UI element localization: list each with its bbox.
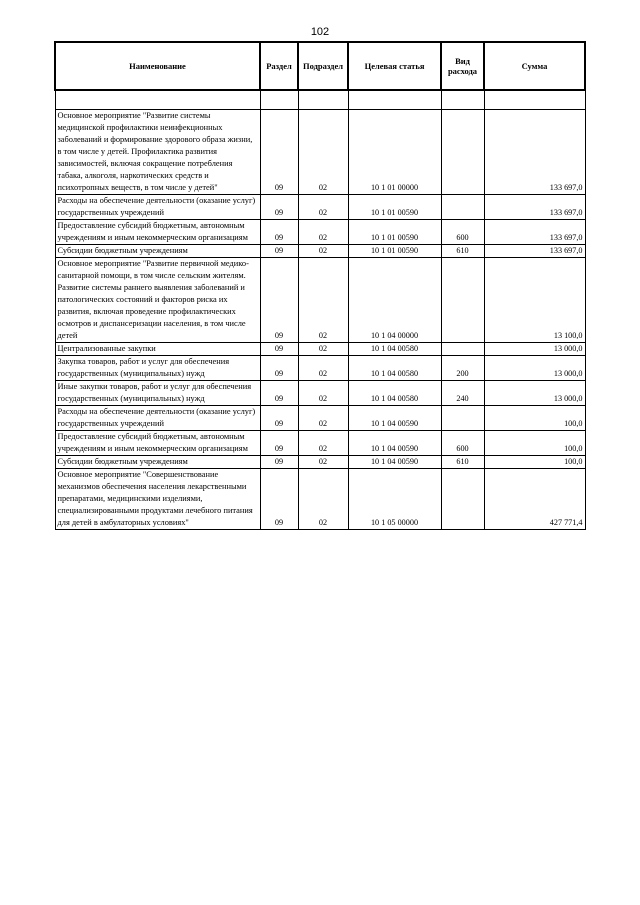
row-amount: 427 771,4	[484, 469, 585, 530]
row-section: 09	[260, 456, 298, 469]
row-target: 10 1 04 00000	[348, 258, 441, 343]
row-type: 200	[441, 356, 484, 381]
row-subsection: 02	[298, 356, 348, 381]
header-expense-type: Вид расхода	[441, 42, 484, 90]
table-row	[55, 381, 585, 406]
row-amount: 133 697,0	[484, 110, 585, 195]
row-type: 600	[441, 220, 484, 245]
row-section: 09	[260, 406, 298, 431]
row-target: 10 1 01 00590	[348, 245, 441, 258]
row-subsection: 02	[298, 110, 348, 195]
budget-table	[54, 41, 586, 530]
row-subsection: 02	[298, 220, 348, 245]
row-name: Предоставление субсидий бюджетным, автономным учреждениям и иным некоммерческим организациям	[55, 220, 260, 245]
row-amount: 13 000,0	[484, 381, 585, 406]
row-section: 09	[260, 258, 298, 343]
table-row	[55, 456, 585, 469]
row-name: Расходы на обеспечение деятельности (оказание услуг) государственных учреждений	[55, 195, 260, 220]
row-subsection: 02	[298, 195, 348, 220]
row-target: 10 1 04 00590	[348, 431, 441, 456]
row-amount: 13 000,0	[484, 343, 585, 356]
row-amount: 100,0	[484, 431, 585, 456]
row-target: 10 1 04 00590	[348, 456, 441, 469]
row-type: 240	[441, 381, 484, 406]
row-section: 09	[260, 195, 298, 220]
row-name: Иные закупки товаров, работ и услуг для обеспечения государственных (муниципальных) нужд	[55, 381, 260, 406]
header-name: Наименование	[55, 42, 260, 90]
row-section: 09	[260, 469, 298, 530]
row-subsection: 02	[298, 431, 348, 456]
row-name: Основное мероприятие "Развитие системы медицинской профилактики неинфекционных заболеваний и формирование здорового образа жизни, в том числе у детей. Профилактика развития зависимостей, включая сокращение потребления табака, алкоголя, наркотических средств и психотропных веществ, в том числе у детей"	[55, 110, 260, 195]
row-amount: 100,0	[484, 456, 585, 469]
row-name: Основное мероприятие "Развитие первичной медико-санитарной помощи, в том числе сельским жителям. Развитие системы раннего выявления заболеваний и патологических состояний и факторов риска их развития, включая проведение профилактических осмотров и диспансеризации населения, в том числе детей	[55, 258, 260, 343]
row-type: 600	[441, 431, 484, 456]
row-target: 10 1 04 00590	[348, 406, 441, 431]
row-name: Субсидии бюджетным учреждениям	[55, 245, 260, 258]
table-row	[55, 356, 585, 381]
table-row	[55, 195, 585, 220]
row-subsection: 02	[298, 245, 348, 258]
row-subsection: 02	[298, 406, 348, 431]
table-row	[55, 220, 585, 245]
row-subsection: 02	[298, 456, 348, 469]
table-header-row	[55, 42, 585, 90]
header-target-article: Целевая статья	[348, 42, 441, 90]
row-target: 10 1 01 00000	[348, 110, 441, 195]
table-row	[55, 431, 585, 456]
row-type	[441, 258, 484, 343]
row-target: 10 1 04 00580	[348, 343, 441, 356]
row-amount: 133 697,0	[484, 245, 585, 258]
table-row	[55, 245, 585, 258]
row-name: Расходы на обеспечение деятельности (оказание услуг) государственных учреждений	[55, 406, 260, 431]
row-subsection: 02	[298, 469, 348, 530]
row-name: Субсидии бюджетным учреждениям	[55, 456, 260, 469]
row-name: Закупка товаров, работ и услуг для обеспечения государственных (муниципальных) нужд	[55, 356, 260, 381]
page-number: 102	[310, 26, 330, 38]
table-row	[55, 343, 585, 356]
header-subsection: Подраздел	[298, 42, 348, 90]
header-amount: Сумма	[484, 42, 585, 90]
row-name: Предоставление субсидий бюджетным, автономным учреждениям и иным некоммерческим организациям	[55, 431, 260, 456]
row-type: 610	[441, 245, 484, 258]
row-section: 09	[260, 220, 298, 245]
row-type	[441, 343, 484, 356]
table-row	[55, 406, 585, 431]
row-section: 09	[260, 343, 298, 356]
row-amount: 13 000,0	[484, 356, 585, 381]
table-row	[55, 469, 585, 530]
row-subsection: 02	[298, 343, 348, 356]
table-row	[55, 110, 585, 195]
row-target: 10 1 05 00000	[348, 469, 441, 530]
row-type	[441, 110, 484, 195]
row-section: 09	[260, 381, 298, 406]
row-section: 09	[260, 431, 298, 456]
header-section: Раздел	[260, 42, 298, 90]
row-target: 10 1 01 00590	[348, 220, 441, 245]
row-amount: 133 697,0	[484, 195, 585, 220]
row-name: Централизованные закупки	[55, 343, 260, 356]
row-section: 09	[260, 245, 298, 258]
row-target: 10 1 01 00590	[348, 195, 441, 220]
row-section: 09	[260, 356, 298, 381]
row-name: Основное мероприятие "Совершенствование механизмов обеспечения населения лекарственными препаратами, медицинскими изделиями, специализированными продуктами лечебного питания для детей в амбулаторных условиях"	[55, 469, 260, 530]
spacer-row	[55, 90, 585, 110]
row-subsection: 02	[298, 258, 348, 343]
row-amount: 133 697,0	[484, 220, 585, 245]
row-type	[441, 195, 484, 220]
row-target: 10 1 04 00580	[348, 381, 441, 406]
table-row	[55, 258, 585, 343]
row-type	[441, 469, 484, 530]
row-section: 09	[260, 110, 298, 195]
row-type: 610	[441, 456, 484, 469]
row-target: 10 1 04 00580	[348, 356, 441, 381]
row-subsection: 02	[298, 381, 348, 406]
row-amount: 13 100,0	[484, 258, 585, 343]
row-amount: 100,0	[484, 406, 585, 431]
row-type	[441, 406, 484, 431]
